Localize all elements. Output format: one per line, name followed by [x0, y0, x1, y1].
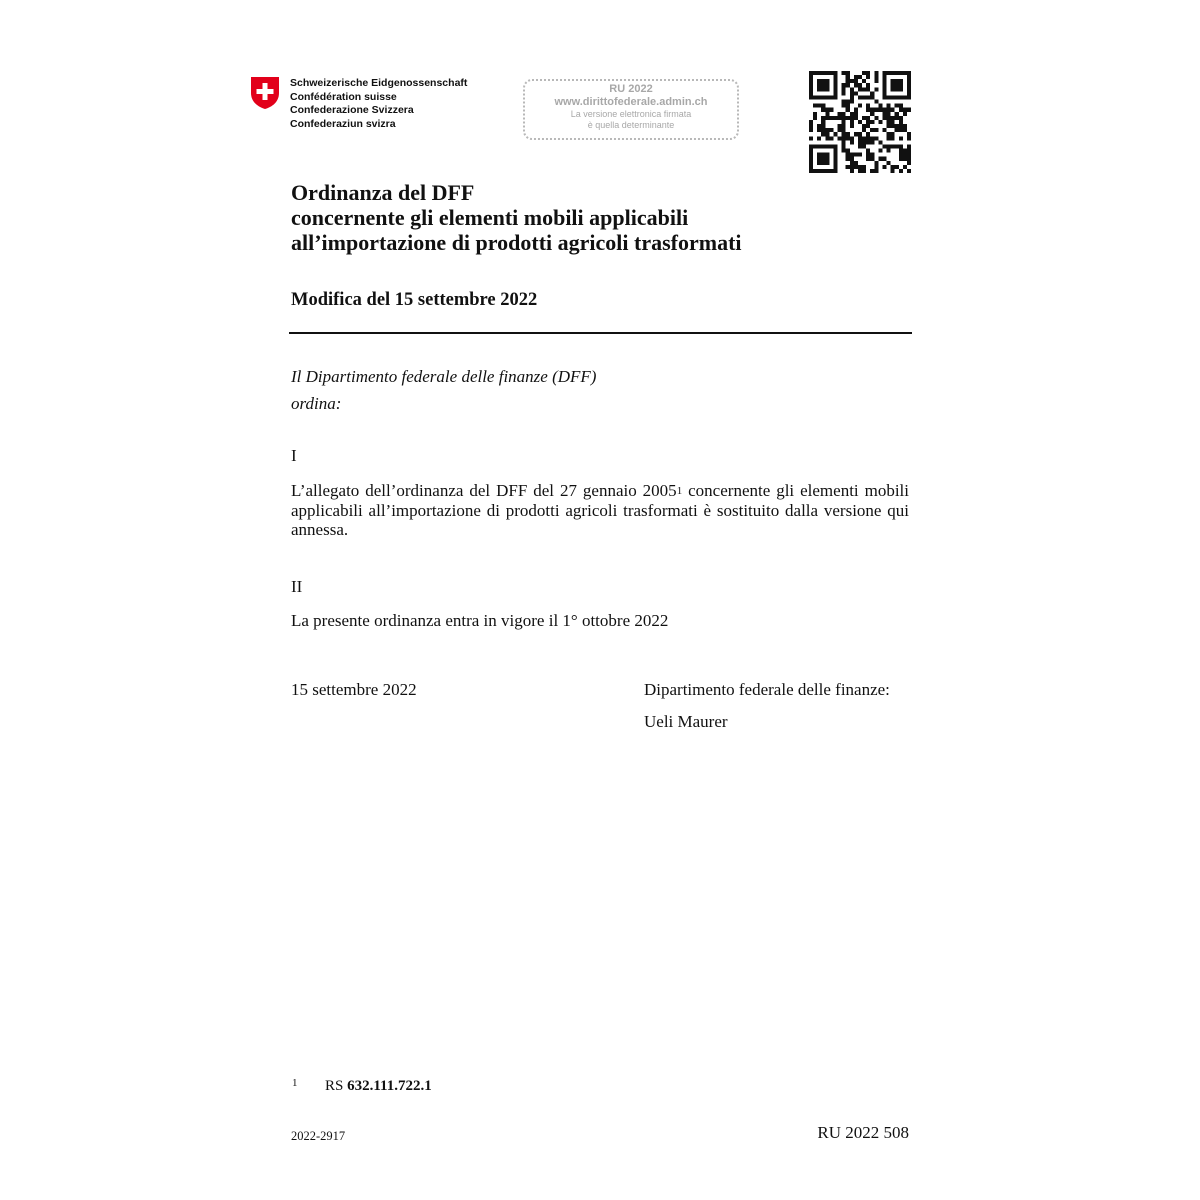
footnote-reference[interactable]: 1	[676, 485, 683, 497]
title-line-2: concernente gli elementi mobili applicabili	[291, 205, 689, 230]
section-numeral-1: I	[291, 446, 297, 465]
document-title	[291, 180, 742, 255]
stamp-note-2: è quella determinante	[587, 120, 675, 130]
swiss-shield-icon	[250, 76, 280, 110]
signature-date: 15 settembre 2022	[291, 680, 417, 699]
footnote-prefix: RS	[325, 1078, 348, 1094]
signature-department: Dipartimento federale delle finanze:	[644, 680, 890, 699]
section-numeral-2: II	[291, 577, 303, 596]
official-reference: RU 2022 508	[817, 1123, 909, 1142]
stamp-note-1: La versione elettronica firmata	[570, 109, 692, 119]
title-line-3: all’importazione di prodotti agricoli trasformati	[291, 230, 742, 255]
footnote-sr-number[interactable]: 632.111.722.1	[347, 1078, 432, 1094]
section-1-text-end: concernente gli elementi mobili applicabili all’importazione di prodotti agricoli trasformati è sostituito dalla versione qui annessa.	[291, 481, 909, 539]
electronic-signature-stamp	[523, 79, 739, 140]
preamble-decree: ordina:	[291, 394, 342, 413]
stamp-website[interactable]: www.dirittofederale.admin.ch	[554, 96, 708, 108]
amendment-subtitle: Modifica del 15 settembre 2022	[291, 290, 538, 310]
signature-name: Ueli Maurer	[644, 712, 728, 731]
title-divider	[289, 332, 912, 334]
agency-name	[290, 77, 467, 131]
footnote-number: 1	[292, 1077, 298, 1089]
agency-line-fr: Confédération suisse	[290, 90, 397, 103]
stamp-collection: RU 2022	[609, 83, 653, 95]
section-1-text-start: L’allegato dell’ordinanza del DFF del 27 gennaio 2005	[291, 481, 677, 500]
agency-line-rm: Confederaziun svizra	[290, 117, 396, 130]
document-number: 2022-2917	[291, 1129, 346, 1143]
section-2-text: La presente ordinanza entra in vigore il 1° ottobre 2022	[291, 611, 669, 630]
qr-code-icon	[809, 71, 911, 173]
footnote-text	[325, 1078, 432, 1095]
agency-line-de: Schweizerische Eidgenossenschaft	[290, 77, 468, 89]
title-line-1: Ordinanza del DFF	[291, 180, 475, 205]
agency-line-it: Confederazione Svizzera	[290, 104, 414, 116]
federal-logo	[250, 76, 490, 136]
preamble-authority: Il Dipartimento federale delle finanze (DFF)	[291, 367, 597, 386]
section-1-text	[291, 481, 909, 540]
preamble	[291, 363, 596, 417]
